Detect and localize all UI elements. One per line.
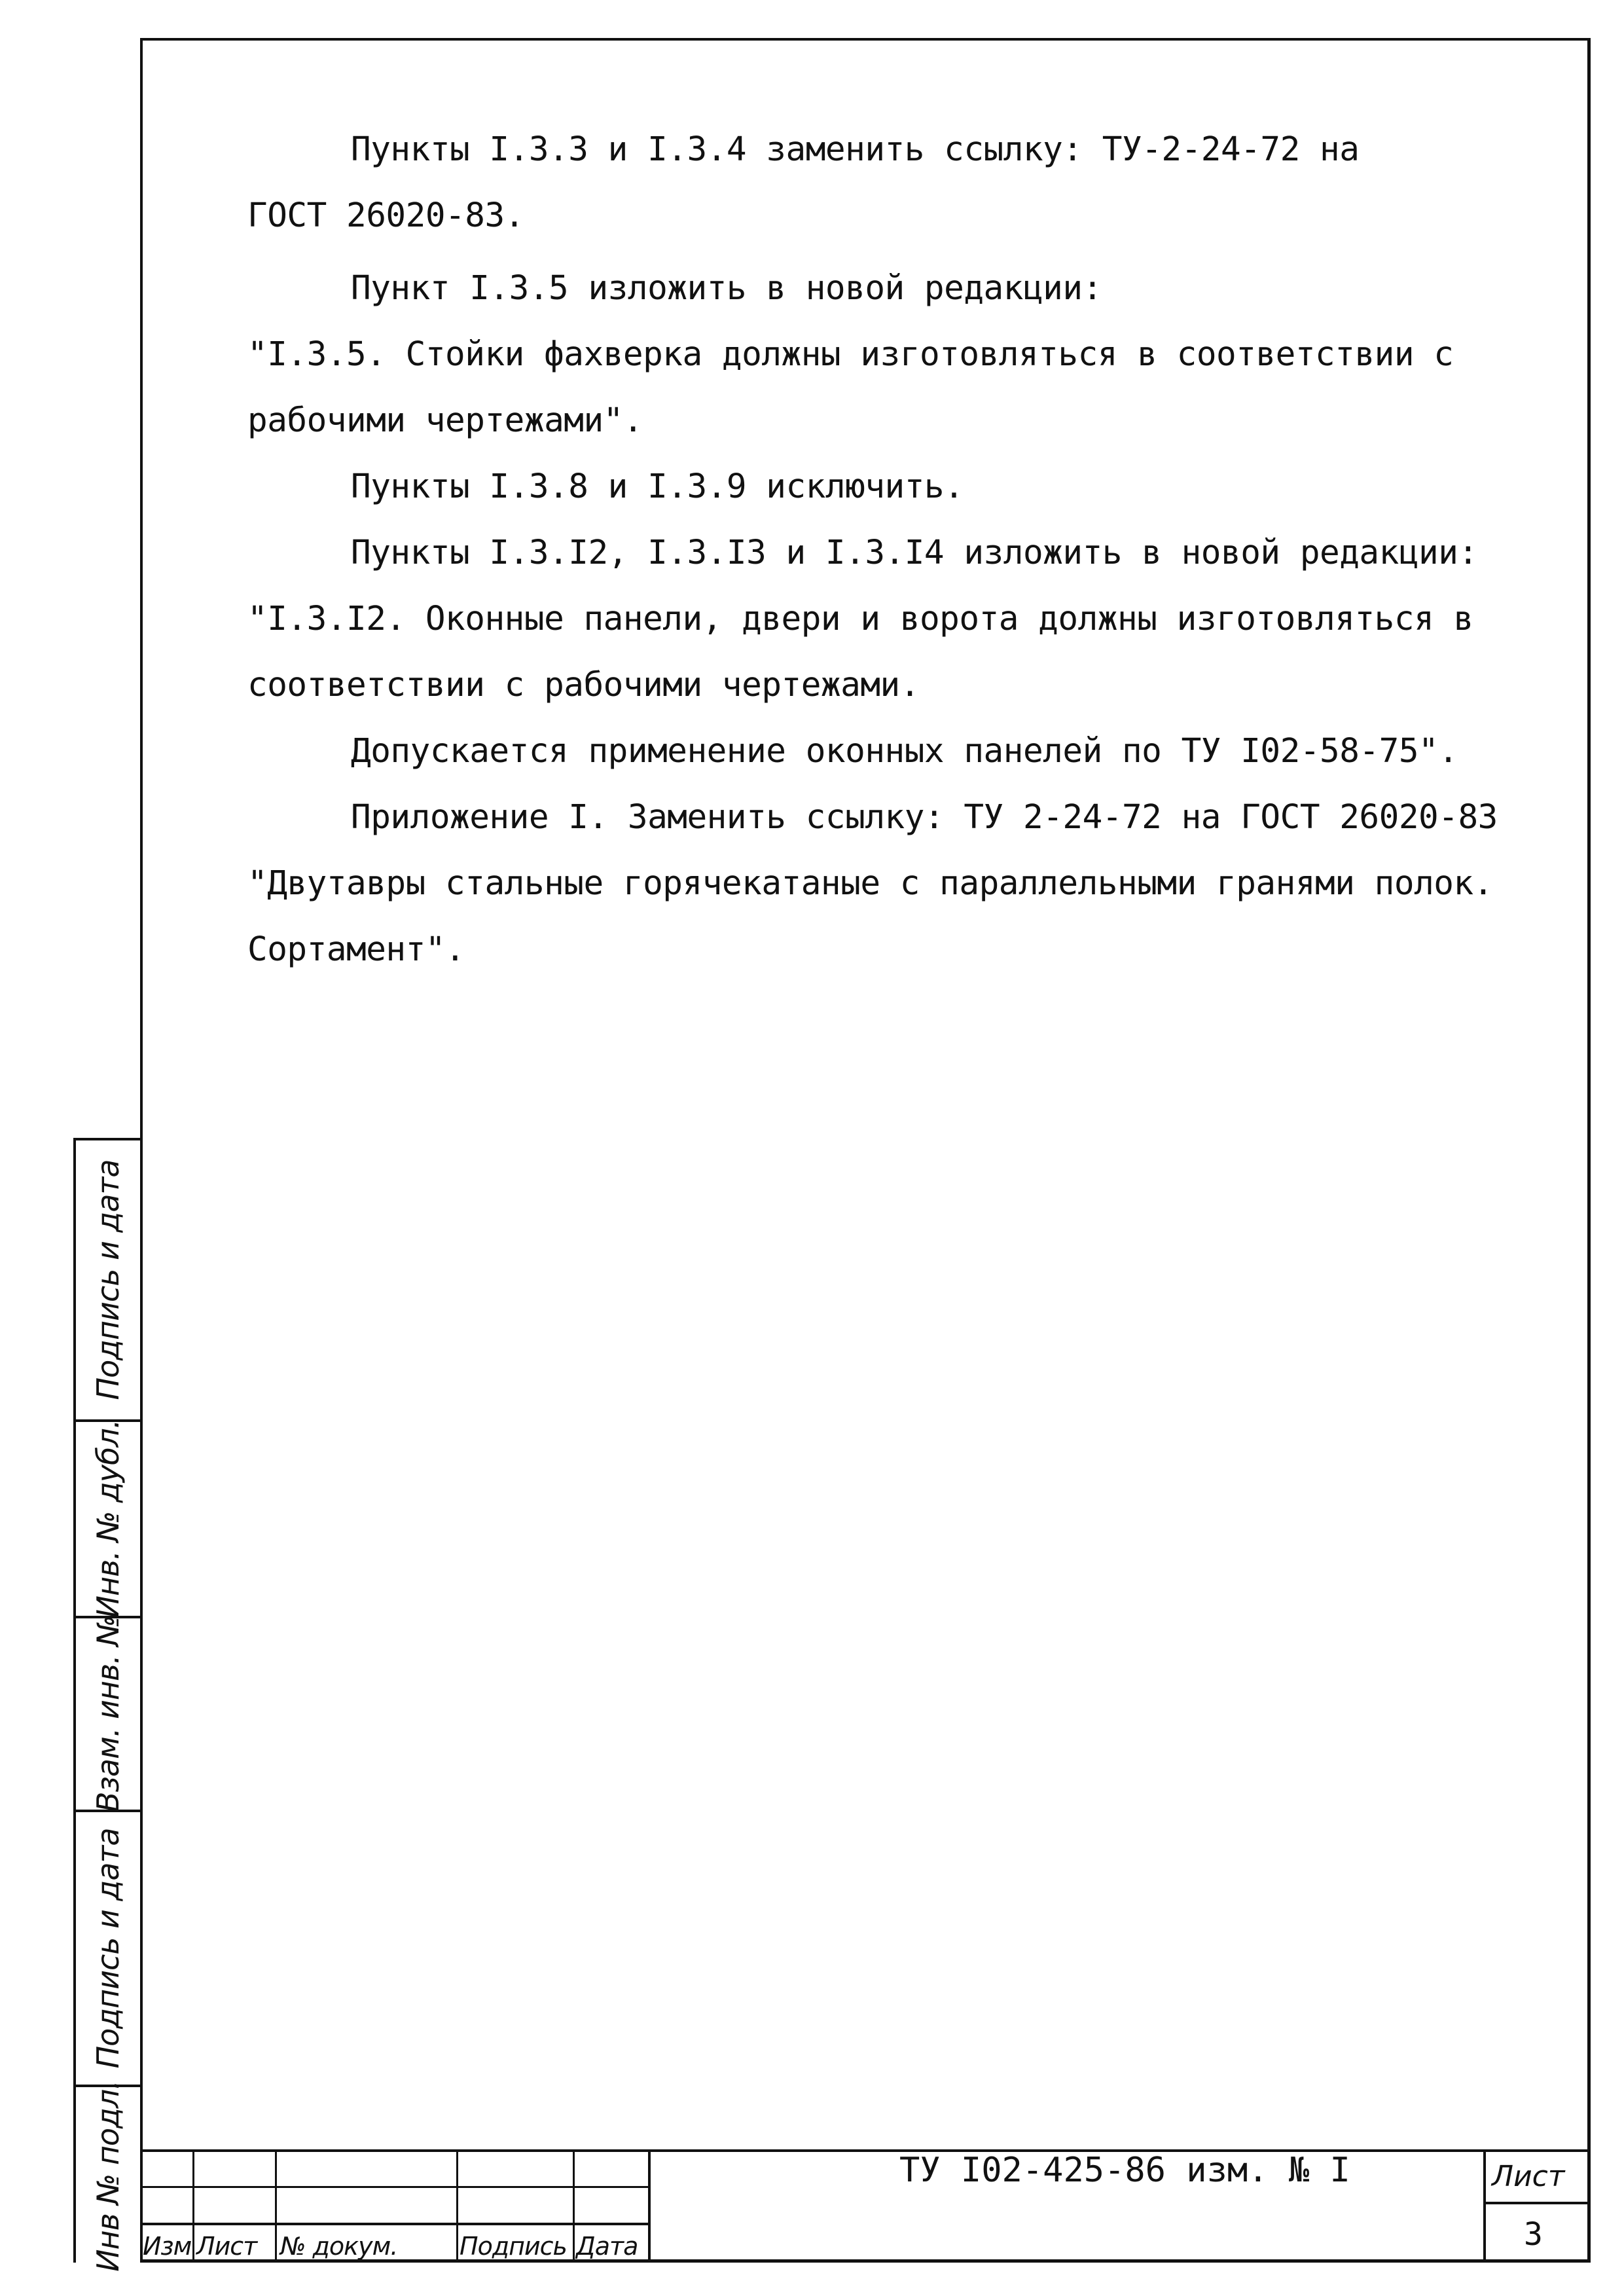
col-dokum: № докум. xyxy=(280,2232,398,2261)
col-data: Дата xyxy=(576,2232,638,2261)
paragraph-6-cont: "Двутавры стальные горячекатаные с параллельными гранями полок. xyxy=(247,864,1493,903)
paragraph-1-cont: ГОСТ 26020-83. xyxy=(247,196,524,235)
side-cell-signature-date-top xyxy=(76,1140,140,1422)
side-label: Взам. инв. № xyxy=(90,1615,126,1813)
paragraph-5: Допускается применение оконных панелей по ТУ I02-58-75". xyxy=(351,732,1458,771)
side-cell-inv-dubl xyxy=(76,1419,140,1618)
side-label: Подпись и дата xyxy=(90,1828,126,2069)
col-list: Лист xyxy=(196,2232,257,2261)
side-stamp xyxy=(73,1138,140,2272)
title-block-col-line xyxy=(456,2149,458,2263)
col-izm: Изм xyxy=(143,2232,192,2261)
paragraph-6-end: Сортамент". xyxy=(247,930,465,969)
paragraph-3: Пункты I.3.8 и I.3.9 исключить. xyxy=(351,467,964,506)
sheet-number: 3 xyxy=(1524,2216,1543,2253)
title-block-top-line xyxy=(140,2149,1591,2152)
side-label: Подпись и дата xyxy=(90,1159,126,1400)
paragraph-4: Пункты I.3.I2, I.3.I3 и I.3.I4 изложить в новой редакции: xyxy=(351,534,1478,572)
paragraph-4-quote-cont: соответствии с рабочими чертежами. xyxy=(247,666,920,704)
title-block-col-line xyxy=(573,2149,575,2263)
paragraph-1: Пункты I.3.3 и I.3.4 заменить ссылку: ТУ-2-24-72 на xyxy=(351,130,1360,169)
paragraph-4-quote: "I.3.I2. Оконные панели, двери и ворота должны изготовляться в xyxy=(247,600,1473,638)
side-cell-signature-date-bottom xyxy=(76,1812,140,2087)
document-body xyxy=(247,117,1550,983)
paragraph-2: Пункт I.3.5 изложить в новой редакции: xyxy=(351,269,1102,308)
col-podpis: Подпись xyxy=(460,2232,567,2261)
side-label: Инв. № дубл. xyxy=(90,1419,126,1618)
paragraph-2-quote-cont: рабочими чертежами". xyxy=(247,401,643,440)
title-block xyxy=(140,2149,1591,2263)
side-cell-vzam-inv xyxy=(76,1615,140,1813)
title-block-col-line xyxy=(275,2149,277,2263)
title-block-col-line xyxy=(648,2149,651,2263)
side-label: Инв № подл. xyxy=(90,2081,126,2272)
title-block-sheet-line xyxy=(1483,2202,1591,2204)
document-designation: ТУ I02-425-86 изм. № I xyxy=(899,2151,1350,2190)
side-cell-inv-podl xyxy=(76,2081,140,2272)
title-block-sheet-line xyxy=(1483,2149,1486,2263)
title-block-col-line xyxy=(192,2149,194,2263)
paragraph-2-quote: "I.3.5. Стойки фахверка должны изготовляться в соответствии с xyxy=(247,335,1454,374)
paragraph-6: Приложение I. Заменить ссылку: ТУ 2-24-72 на ГОСТ 26020-83 xyxy=(351,798,1498,837)
sheet-label: Лист xyxy=(1492,2160,1565,2193)
